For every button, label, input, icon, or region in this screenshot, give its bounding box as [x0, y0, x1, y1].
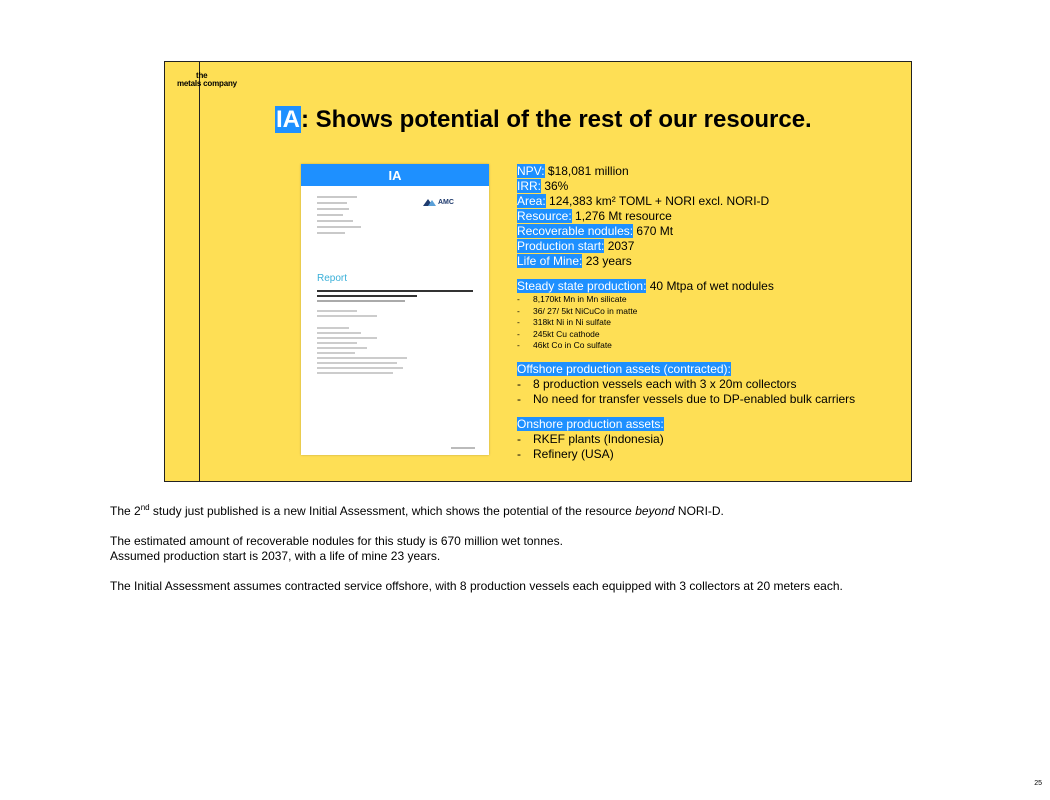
page-number: 25 — [1034, 780, 1042, 787]
speaker-notes — [110, 500, 930, 594]
vertical-divider — [199, 62, 200, 482]
report-header: IA — [301, 164, 489, 186]
report-label: Report — [317, 273, 348, 284]
steady-state-heading: Steady state production: 40 Mtpa of wet nodules — [517, 279, 774, 293]
list-item: - 46kt Co in Co sulfate — [517, 340, 612, 350]
list-item: - 8,170kt Mn in Mn silicate — [517, 294, 627, 304]
offshore-heading: Offshore production assets (contracted): — [517, 361, 731, 376]
report-text-lines — [317, 290, 473, 377]
slide — [164, 61, 912, 482]
metric-irr: IRR: 36% — [517, 179, 569, 193]
list-item: - 36/ 27/ 5kt NiCuCo in matte — [517, 305, 638, 316]
amc-mountain-icon — [423, 198, 435, 206]
title-text: : Shows potential of the rest of our resource. — [301, 106, 812, 133]
list-item: - 8 production vessels each with 3 x 20m collectors — [517, 376, 797, 391]
report-address-lines — [317, 196, 361, 238]
note-paragraph: The estimated amount of recoverable nodules for this study is 670 million wet tonnes. — [110, 534, 563, 548]
note-paragraph: Assumed production start is 2037, with a life of mine 23 years. — [110, 549, 441, 563]
list-item: - Refinery (USA) — [517, 446, 614, 461]
amc-logo: AMC — [423, 198, 454, 206]
slide-title — [275, 106, 812, 134]
metric-recoverable: Recoverable nodules: 670 Mt — [517, 224, 674, 238]
metric-npv: NPV: $18,081 million — [517, 164, 629, 178]
note-paragraph: The 2nd study just published is a new Initial Assessment, which shows the potential of the resource beyond NORI-D. — [110, 503, 724, 518]
metric-resource: Resource: 1,276 Mt resource — [517, 209, 672, 223]
note-paragraph: The Initial Assessment assumes contracted service offshore, with 8 production vessels each equipped with 3 collectors at 20 meters each. — [110, 579, 843, 593]
metric-production-start: Production start: 2037 — [517, 239, 635, 253]
metric-life-of-mine: Life of Mine: 23 years — [517, 254, 632, 268]
onshore-heading: Onshore production assets: — [517, 416, 664, 431]
company-logo: the metals company — [177, 71, 237, 88]
metric-area: Area: 124,383 km² TOML + NORI excl. NORI-D — [517, 194, 770, 208]
list-item: - 318kt Ni in Ni sulfate — [517, 317, 611, 327]
key-metrics — [517, 164, 897, 462]
report-footer — [451, 447, 475, 449]
report-thumbnail — [301, 164, 489, 455]
list-item: - No need for transfer vessels due to DP-enabled bulk carriers — [517, 391, 856, 406]
list-item: - 245kt Cu cathode — [517, 328, 600, 339]
title-highlight: IA — [276, 106, 300, 133]
list-item: - RKEF plants (Indonesia) — [517, 431, 664, 446]
